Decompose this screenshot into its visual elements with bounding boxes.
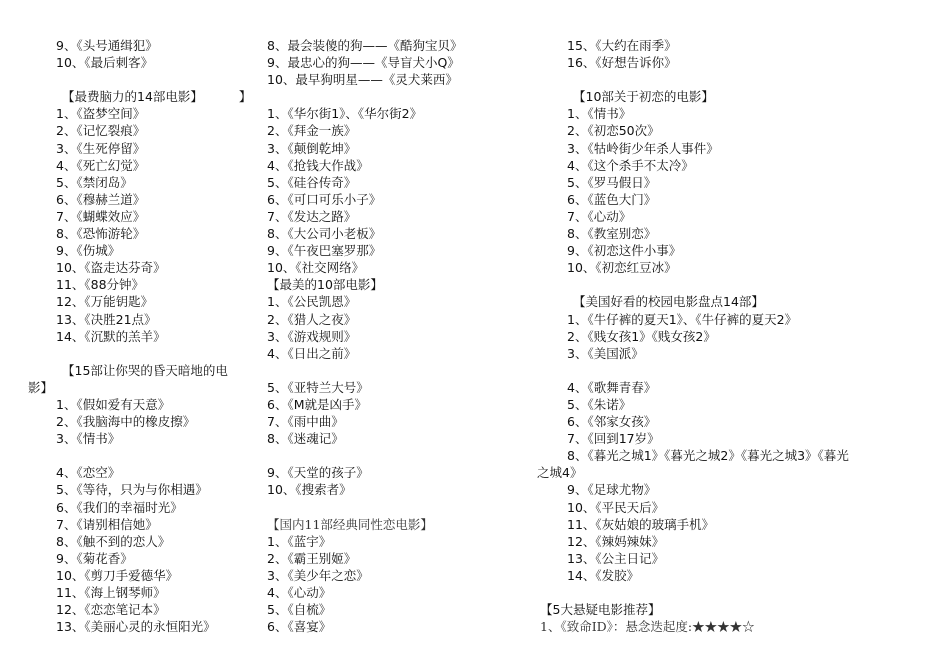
list-item: 6、《邻家女孩》 xyxy=(567,414,657,430)
list-item: 7、《心动》 xyxy=(567,208,632,224)
list-item: 8、《大公司小老板》 xyxy=(267,226,382,242)
section-gay-films xyxy=(267,516,512,636)
list-item: 10、《盗走达芬奇》 xyxy=(56,260,166,276)
list-item: 6、《蓝色大门》 xyxy=(567,191,657,207)
list-item: 4、《歌舞青春》 xyxy=(567,379,657,395)
section-first-love xyxy=(567,88,920,276)
section-heading: 【5大悬疑电影推荐】 xyxy=(540,602,661,618)
list-item: 7、《蝴蝶效应》 xyxy=(56,208,146,224)
list-item: 14、《发胶》 xyxy=(567,567,640,583)
list-item: 3、《美国派》 xyxy=(567,345,644,361)
list-item: 5、《亚特兰大号》 xyxy=(267,379,369,395)
list-item: 8、《暮光之城1》《暮光之城2》《暮光之城3》《暮光 xyxy=(567,448,849,464)
list-item: 6、《我们的幸福时光》 xyxy=(56,499,183,515)
list-item: 9、最忠心的狗——《导盲犬小Q》 xyxy=(267,55,460,71)
section-heading: 【最美的10部电影】 xyxy=(267,277,383,293)
list-item: 1、《盗梦空间》 xyxy=(56,106,146,122)
section-beautiful xyxy=(267,276,512,498)
list-item-cont: 之城4》 xyxy=(537,465,583,481)
list-item: 7、《发达之路》 xyxy=(267,208,357,224)
list-item: 14、《沉默的羔羊》 xyxy=(56,328,166,344)
list-item: 2、《猎人之夜》 xyxy=(267,311,357,327)
section-heading: 【15部让你哭的昏天暗地的电 xyxy=(62,362,228,378)
list-item: 5、《罗马假日》 xyxy=(567,174,657,190)
section-heading: 【美国好看的校园电影盘点14部】 xyxy=(573,294,764,310)
section-brain xyxy=(56,88,256,344)
list-item: 2、《初恋50次》 xyxy=(567,123,660,139)
list-item: 3、《生死停留》 xyxy=(56,140,146,156)
list-item: 3、《牯岭街少年杀人事件》 xyxy=(567,140,719,156)
list-item: 12、《恋恋笔记本》 xyxy=(56,602,166,618)
list-item: 4、《死亡幻觉》 xyxy=(56,157,146,173)
list-item: 10、《搜索者》 xyxy=(267,482,352,498)
list-item: 6、《穆赫兰道》 xyxy=(56,191,146,207)
list-item: 6、《M就是凶手》 xyxy=(267,396,367,412)
list-item: 8、《迷魂记》 xyxy=(267,431,344,447)
section-heading-cont: 影】 xyxy=(28,379,54,395)
list-item: 9、《足球尤物》 xyxy=(567,482,657,498)
list-item: 3、《游戏规则》 xyxy=(267,328,357,344)
list-item: 10、《初恋红豆冰》 xyxy=(567,260,677,276)
list-item: 12、《万能钥匙》 xyxy=(56,294,154,310)
list-item: 2、《贱女孩1》《贱女孩2》 xyxy=(567,328,716,344)
list-item: 1、《华尔街1》、《华尔街2》 xyxy=(267,106,423,122)
list-item: 10、最早狗明星——《灵犬莱西》 xyxy=(267,72,458,88)
list-item: 7、《雨中曲》 xyxy=(267,414,344,430)
list-item: 9、《午夜巴塞罗那》 xyxy=(267,243,382,259)
list-item: 11、《海上钢琴师》 xyxy=(56,585,166,600)
list-item: 5、《硅谷传奇》 xyxy=(267,174,357,190)
list-item: 12、《辣妈辣妹》 xyxy=(567,533,665,549)
list-item: 4、《这个杀手不太冷》 xyxy=(567,157,694,173)
list-item: 1、《情书》 xyxy=(567,106,632,122)
section-heading: 【10部关于初恋的电影】 xyxy=(573,89,714,105)
list-item: 5、《自梳》 xyxy=(267,602,332,618)
list-item: 10、《平民天后》 xyxy=(567,499,665,515)
list-item: 11、《灰姑娘的玻璃手机》 xyxy=(567,516,715,532)
list-item: 2、《我脑海中的橡皮擦》 xyxy=(56,414,196,430)
list-item: 16、《好想告诉你》 xyxy=(567,55,677,71)
column-2 xyxy=(267,37,512,635)
list-item: 2、《霸王别姬》 xyxy=(267,550,357,566)
list-item: 1、《公民凯恩》 xyxy=(267,294,357,310)
list-item: 13、《决胜21点》 xyxy=(56,311,157,327)
list-item: 4、《恋空》 xyxy=(56,465,121,481)
list-item: 8、《触不到的恋人》 xyxy=(56,533,171,549)
list-item: 15、《大约在雨季》 xyxy=(567,38,677,53)
list-item: 9、《头号通缉犯》 xyxy=(56,38,158,53)
column-1 xyxy=(28,37,256,635)
list-item: 7、《请别相信她》 xyxy=(56,516,158,532)
list-item: 4、《心动》 xyxy=(267,585,332,600)
section-heading xyxy=(56,88,256,105)
list-item: 13、《美丽心灵的永恒阳光》 xyxy=(56,619,216,635)
list-item: 1、《蓝宇》 xyxy=(267,533,332,549)
list-item: 11、《88分钟》 xyxy=(56,277,145,293)
section-mystery xyxy=(540,601,920,635)
section-cry xyxy=(28,362,256,636)
list-item: 9、《初恋这件小事》 xyxy=(567,243,682,259)
list-item: 5、《等待，只为与你相遇》 xyxy=(56,482,208,498)
list-item: 2、《拜金一族》 xyxy=(267,123,357,139)
list-item: 9、《菊花香》 xyxy=(56,550,133,566)
list-item: 2、《记忆裂痕》 xyxy=(56,123,146,139)
list-item: 9、《天堂的孩子》 xyxy=(267,465,369,481)
list-item: 10、《最后刺客》 xyxy=(56,55,154,71)
list-item: 10、《剪刀手爱德华》 xyxy=(56,567,179,583)
list-item: 5、《朱诺》 xyxy=(567,396,632,412)
section-campus xyxy=(537,293,920,584)
list-item: 3、《美少年之恋》 xyxy=(267,567,369,583)
list-item: 4、《日出之前》 xyxy=(267,345,357,361)
list-item: 9、《伤城》 xyxy=(56,243,121,259)
section-heading-text: 【最费脑力的14部电影】 xyxy=(62,89,203,105)
list-item: 6、《喜宴》 xyxy=(267,619,332,635)
list-item: 8、最会装傻的狗——《酷狗宝贝》 xyxy=(267,38,463,53)
list-item: 8、《教室别恋》 xyxy=(567,226,657,242)
list-item: 1、《致命ID》：悬念迭起度:★★★★☆ xyxy=(540,619,755,635)
section-heading: 【国内11部经典同性恋电影】 xyxy=(267,516,433,532)
list-item: 7、《回到17岁》 xyxy=(567,431,660,447)
list-item: 1、《假如爱有天意》 xyxy=(56,396,171,412)
list-item: 3、《颠倒乾坤》 xyxy=(267,140,357,156)
list-item: 3、《情书》 xyxy=(56,431,121,447)
list-item: 8、《恐怖游轮》 xyxy=(56,226,146,242)
list-item: 13、《公主日记》 xyxy=(567,550,665,566)
section-finance-list xyxy=(267,105,512,276)
list-item: 1、《牛仔裤的夏天1》、《牛仔裤的夏天2》 xyxy=(567,311,798,327)
list-item: 6、《可口可乐小子》 xyxy=(267,191,382,207)
list-item: 10、《社交网络》 xyxy=(267,260,365,276)
list-item: 4、《抢钱大作战》 xyxy=(267,157,369,173)
list-item: 5、《禁闭岛》 xyxy=(56,174,133,190)
column-3 xyxy=(537,37,920,635)
section-heading-bracket: 】 xyxy=(238,89,252,105)
